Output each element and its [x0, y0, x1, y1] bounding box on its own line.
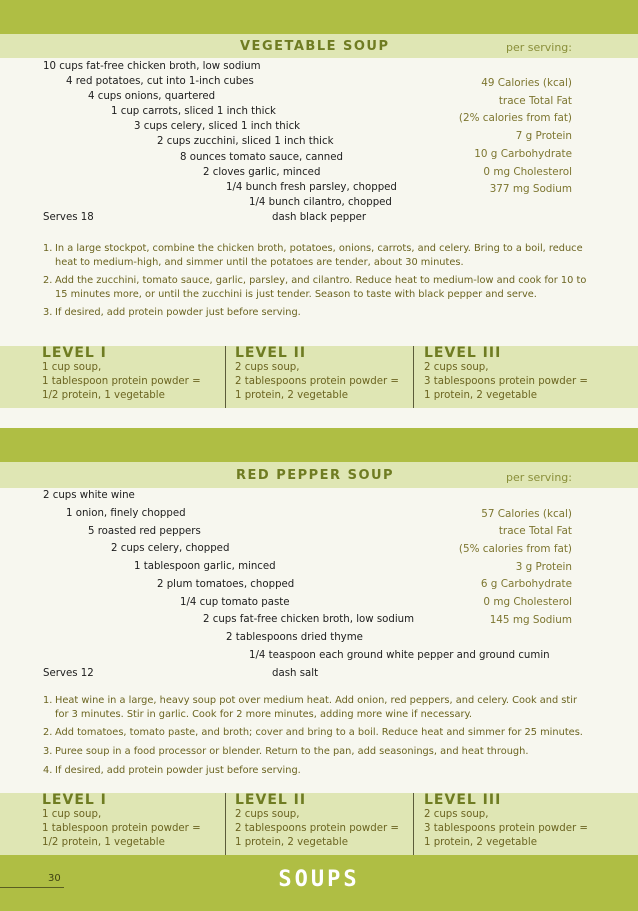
level-heading: LEVEL III — [424, 792, 502, 808]
section-title: SOUPS — [278, 867, 360, 892]
ingredient-item: 2 plum tomatoes, chopped — [157, 579, 295, 590]
serves-count: Serves 18 — [43, 212, 94, 223]
level-line: 3 tablespoons protein powder = — [424, 376, 588, 387]
ingredient-item: 1/4 bunch fresh parsley, chopped — [226, 182, 397, 193]
level-2 — [235, 345, 399, 403]
level-line: 2 cups soup, — [235, 362, 300, 373]
level-line: 3 tablespoons protein powder = — [424, 823, 588, 834]
level-line: 1 tablespoon protein powder = — [42, 376, 201, 387]
step-text: Heat wine in a large, heavy soup pot over medium heat. Add onion, red peppers, and celery. Cook and stir for 3 minutes. Stir in garlic. Cook for 2 more minutes, adding more wine if necessary. — [55, 695, 577, 720]
instruction-step — [43, 726, 591, 740]
ingredient-item: 8 ounces tomato sauce, canned — [180, 152, 343, 163]
step-text: Add tomatoes, tomato paste, and broth; cover and bring to a boil. Reduce heat and simmer for 25 minutes. — [55, 727, 583, 738]
ingredient-item: 10 cups fat-free chicken broth, low sodium — [43, 61, 261, 72]
ingredient-item: 1/4 bunch cilantro, chopped — [249, 197, 392, 208]
step-number: 2. — [43, 727, 53, 738]
ingredient-item: 1/4 teaspoon each ground white pepper and ground cumin — [249, 650, 550, 661]
level-line: 1/2 protein, 1 vegetable — [42, 837, 165, 848]
ingredient-item: 2 cloves garlic, minced — [203, 167, 321, 178]
ingredient-item: 3 cups celery, sliced 1 inch thick — [134, 121, 301, 132]
nutrition-item: 6 g Carbohydrate — [480, 578, 572, 590]
per-serving-label: per serving: — [505, 41, 572, 54]
ingredient-item: 1/4 cup tomato paste — [180, 597, 290, 608]
level-heading: LEVEL II — [235, 792, 307, 808]
serves-count: Serves 12 — [43, 668, 94, 679]
level-3 — [424, 792, 588, 850]
nutrition-item: 7 g Protein — [515, 130, 572, 142]
page-number: 30 — [48, 873, 61, 884]
level-1 — [42, 792, 201, 850]
level-heading: LEVEL I — [42, 345, 107, 361]
ingredient-item: 2 cups white wine — [43, 490, 135, 501]
ingredient-item: 2 tablespoons dried thyme — [226, 632, 363, 643]
instruction-step — [43, 745, 591, 759]
level-divider — [225, 346, 226, 408]
level-divider — [225, 793, 226, 855]
level-heading: LEVEL II — [235, 345, 307, 361]
per-serving-label: per serving: — [505, 471, 572, 484]
ingredient-item: 1 onion, finely chopped — [66, 508, 186, 519]
level-line: 1 cup soup, — [42, 362, 102, 373]
step-number: 1. — [43, 695, 53, 706]
step-text: If desired, add protein powder just before serving. — [55, 307, 301, 318]
instruction-step — [43, 242, 591, 270]
nutrition-item: 57 Calories (kcal) — [481, 508, 572, 520]
level-line: 2 tablespoons protein powder = — [235, 376, 399, 387]
instruction-step — [43, 306, 591, 320]
step-number: 4. — [43, 765, 53, 776]
level-line: 1 protein, 2 vegetable — [424, 837, 537, 848]
level-line: 2 cups soup, — [424, 809, 489, 820]
level-2 — [235, 792, 399, 850]
ingredient-item: 2 cups celery, chopped — [111, 543, 230, 554]
level-divider — [413, 793, 414, 855]
step-text: In a large stockpot, combine the chicken broth, potatoes, onions, carrots, and celery. Bring to a boil, reduce heat to medium-high, and simmer until the potatoes are tender, about 30 minutes. — [55, 243, 583, 268]
level-line: 1 protein, 2 vegetable — [235, 390, 348, 401]
level-line: 2 tablespoons protein powder = — [235, 823, 399, 834]
nutrition-item: 0 mg Cholesterol — [483, 166, 572, 178]
instruction-step — [43, 274, 591, 302]
step-text: If desired, add protein powder just before serving. — [55, 765, 301, 776]
ingredient-item: dash salt — [272, 668, 319, 679]
level-line: 1 tablespoon protein powder = — [42, 823, 201, 834]
level-line: 1 protein, 2 vegetable — [235, 837, 348, 848]
nutrition-item: 49 Calories (kcal) — [481, 77, 572, 89]
ingredient-item: 1 cup carrots, sliced 1 inch thick — [111, 106, 276, 117]
top-band — [0, 0, 638, 34]
level-line: 1/2 protein, 1 vegetable — [42, 390, 165, 401]
step-number: 2. — [43, 275, 53, 286]
step-number: 3. — [43, 307, 53, 318]
ingredient-item: 4 red potatoes, cut into 1-inch cubes — [66, 76, 254, 87]
ingredient-item: 2 cups zucchini, sliced 1 inch thick — [157, 136, 334, 147]
level-line: 1 cup soup, — [42, 809, 102, 820]
middle-band — [0, 428, 638, 462]
step-text: Add the zucchini, tomato sauce, garlic, parsley, and cilantro. Reduce heat to medium-low and cook for 10 to 15 minutes more, or until the zucchini is just tender. Season to taste with black pepper and serve. — [55, 275, 587, 300]
level-line: 2 cups soup, — [424, 362, 489, 373]
recipe-title: VEGETABLE SOUP — [240, 39, 390, 54]
nutrition-item: (2% calories from fat) — [458, 112, 572, 124]
ingredient-item: 4 cups onions, quartered — [88, 91, 216, 102]
nutrition-item: 145 mg Sodium — [489, 614, 572, 626]
level-line: 2 cups soup, — [235, 809, 300, 820]
step-number: 3. — [43, 746, 53, 757]
nutrition-item: (5% calories from fat) — [458, 543, 572, 555]
step-text: Puree soup in a food processor or blender. Return to the pan, add seasonings, and heat through. — [55, 746, 529, 757]
nutrition-item: trace Total Fat — [498, 95, 572, 107]
nutrition-item: 377 mg Sodium — [489, 183, 572, 195]
ingredient-item: 1 tablespoon garlic, minced — [134, 561, 276, 572]
instruction-step — [43, 764, 591, 778]
level-heading: LEVEL I — [42, 792, 107, 808]
instruction-step — [43, 694, 591, 722]
nutrition-item: 3 g Protein — [515, 561, 572, 573]
level-divider — [413, 346, 414, 408]
nutrition-item: trace Total Fat — [498, 525, 572, 537]
level-3 — [424, 345, 588, 403]
step-number: 1. — [43, 243, 53, 254]
level-line: 1 protein, 2 vegetable — [424, 390, 537, 401]
nutrition-item: 0 mg Cholesterol — [483, 596, 572, 608]
nutrition-item: 10 g Carbohydrate — [474, 148, 572, 160]
ingredient-item: dash black pepper — [272, 212, 367, 223]
ingredient-item: 5 roasted red peppers — [88, 526, 201, 537]
level-1 — [42, 345, 201, 403]
recipe-title: RED PEPPER SOUP — [236, 468, 395, 483]
level-heading: LEVEL III — [424, 345, 502, 361]
ingredient-item: 2 cups fat-free chicken broth, low sodium — [203, 614, 415, 625]
